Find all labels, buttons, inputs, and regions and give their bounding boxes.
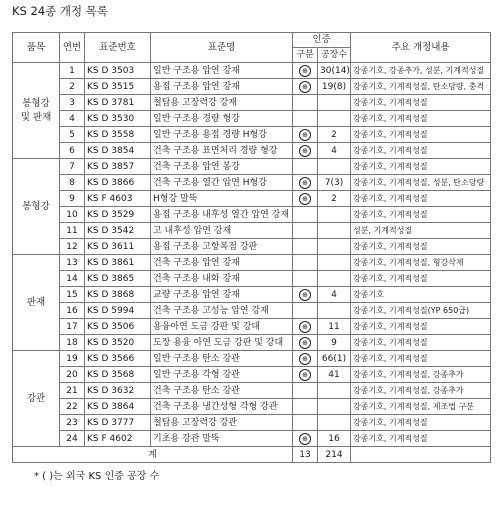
- table-row: [13, 351, 491, 367]
- std-name: 철탑용 고장력강 강재: [151, 95, 293, 111]
- table-row: [13, 239, 491, 255]
- row-no: 16: [60, 303, 85, 319]
- std-number: KS D 3529: [85, 207, 151, 223]
- revision-notes: 강종기호, 기계적성질: [351, 111, 491, 127]
- std-name: 일반 구조용 경량 형강: [151, 111, 293, 127]
- cert-type-cell: [293, 111, 318, 127]
- row-no: 24: [60, 431, 85, 447]
- table-row: [13, 335, 491, 351]
- row-no: 3: [60, 95, 85, 111]
- table-row: [13, 95, 491, 111]
- cert-type-cell: [293, 351, 318, 367]
- std-name: 건축 구조용 탄소 강관: [151, 383, 293, 399]
- row-no: 20: [60, 367, 85, 383]
- table-row: [13, 63, 491, 79]
- cert-type-cell: [293, 367, 318, 383]
- std-name: H형강 말뚝: [151, 191, 293, 207]
- row-no: 1: [60, 63, 85, 79]
- std-number: KS D 5994: [85, 303, 151, 319]
- table-row: [13, 79, 491, 95]
- cert-type-cell: [293, 175, 318, 191]
- cert-count: [318, 95, 351, 111]
- std-name: 건축 구조용 냉간성형 각형 강관: [151, 399, 293, 415]
- revision-notes: 강종기호, 기계적성질, 성분, 탄소당량: [351, 175, 491, 191]
- header-cert: 인증: [293, 33, 351, 48]
- revision-notes: 강종기호, 기계적성질: [351, 351, 491, 367]
- header-cert-type: 구분: [293, 48, 318, 63]
- cert-mark-icon: ⊕: [299, 193, 311, 205]
- cert-type-cell: [293, 207, 318, 223]
- revision-notes: 강종기호, 기계적성질: [351, 95, 491, 111]
- revision-notes: 강종기호, 기계적성질: [351, 271, 491, 287]
- cert-mark-icon: ⊕: [299, 129, 311, 141]
- cert-count: [318, 415, 351, 431]
- row-no: 7: [60, 159, 85, 175]
- cert-count: [318, 255, 351, 271]
- std-number: KS D 3864: [85, 399, 151, 415]
- std-number: KS D 3611: [85, 239, 151, 255]
- cert-mark-icon: ⊕: [299, 433, 311, 445]
- revision-notes: 강종기호, 기계적성질: [351, 207, 491, 223]
- cert-type-cell: [293, 287, 318, 303]
- row-no: 9: [60, 191, 85, 207]
- cert-mark-icon: ⊕: [299, 353, 311, 365]
- std-name: 건축 구조용 표면처리 경량 형강: [151, 143, 293, 159]
- cert-count: [318, 239, 351, 255]
- cert-type-cell: [293, 335, 318, 351]
- cert-type-cell: [293, 239, 318, 255]
- table-row: [13, 415, 491, 431]
- row-no: 14: [60, 271, 85, 287]
- cert-mark-icon: ⊕: [299, 177, 311, 189]
- table-row: [13, 159, 491, 175]
- std-name: 건축 구조용 압연 봉강: [151, 159, 293, 175]
- row-no: 6: [60, 143, 85, 159]
- row-no: 21: [60, 383, 85, 399]
- row-no: 15: [60, 287, 85, 303]
- revision-notes: 강종기호, 기계적성질: [351, 159, 491, 175]
- cert-type-cell: [293, 415, 318, 431]
- std-name: 교량 구조용 압연 강재: [151, 287, 293, 303]
- std-number: KS D 3506: [85, 319, 151, 335]
- table-row: [13, 367, 491, 383]
- table-row: [13, 127, 491, 143]
- cert-type-cell: [293, 255, 318, 271]
- std-name: 철탑용 고장력강 강관: [151, 415, 293, 431]
- std-number: KS F 4602: [85, 431, 151, 447]
- std-number: KS F 4603: [85, 191, 151, 207]
- revision-notes: 강종기호, 기계적성질, 강종추가: [351, 383, 491, 399]
- row-no: 10: [60, 207, 85, 223]
- table-row: [13, 175, 491, 191]
- total-label: 계: [13, 447, 293, 463]
- revision-notes: 강종기호, 기계적성질, 제조법 구분: [351, 399, 491, 415]
- cert-count: 11: [318, 319, 351, 335]
- revision-table: [12, 32, 491, 463]
- cert-count: 66(1): [318, 351, 351, 367]
- revision-notes: 성분, 기계적성질: [351, 223, 491, 239]
- cert-type-cell: [293, 191, 318, 207]
- row-no: 4: [60, 111, 85, 127]
- header-row: [13, 33, 491, 48]
- cert-mark-icon: ⊕: [299, 145, 311, 157]
- table-row: [13, 303, 491, 319]
- std-name: 용접 구조용 압연 강재: [151, 79, 293, 95]
- revision-notes: 강종기호, 기계적성질: [351, 431, 491, 447]
- row-no: 17: [60, 319, 85, 335]
- std-number: KS D 3865: [85, 271, 151, 287]
- std-number: KS D 3868: [85, 287, 151, 303]
- cert-mark-icon: ⊕: [299, 321, 311, 333]
- std-name: 일반 구조용 용접 경량 H형강: [151, 127, 293, 143]
- std-number: KS D 3520: [85, 335, 151, 351]
- row-no: 8: [60, 175, 85, 191]
- std-name: 용접 구조용 고항복점 강판: [151, 239, 293, 255]
- std-name: 일반 구조용 압연 강재: [151, 63, 293, 79]
- cert-mark-icon: ⊕: [299, 369, 311, 381]
- cert-count: 4: [318, 143, 351, 159]
- table-row: [13, 287, 491, 303]
- cert-type-cell: [293, 383, 318, 399]
- total-notes: [351, 447, 491, 463]
- std-name: 건축 구조용 고성능 압연 강재: [151, 303, 293, 319]
- std-name: 건축 구조용 내화 강재: [151, 271, 293, 287]
- footnote: * ( )는 외국 KS 인증 공장 수: [34, 471, 160, 482]
- header-notes: 주요 개정내용: [351, 33, 491, 63]
- revision-notes: 강종기호, 기계적성질, 형강삭제: [351, 255, 491, 271]
- table-row: [13, 143, 491, 159]
- cert-mark-icon: ⊕: [299, 65, 311, 77]
- cert-mark-icon: ⊕: [299, 289, 311, 301]
- std-number: KS D 3854: [85, 143, 151, 159]
- std-name: 일반 구조용 탄소 강관: [151, 351, 293, 367]
- std-name: 도장 용융 아연 도금 강판 및 강대: [151, 335, 293, 351]
- row-no: 11: [60, 223, 85, 239]
- cert-type-cell: [293, 127, 318, 143]
- table-row: [13, 399, 491, 415]
- cert-type-cell: [293, 63, 318, 79]
- std-name: 건축 구조용 열간 압연 H형강: [151, 175, 293, 191]
- row-no: 18: [60, 335, 85, 351]
- header-std-no: 표준번호: [85, 33, 151, 63]
- cert-count: 19(8): [318, 79, 351, 95]
- cert-type-cell: [293, 303, 318, 319]
- cert-type-cell: [293, 399, 318, 415]
- std-number: KS D 3866: [85, 175, 151, 191]
- std-name: 건축 구조용 압연 강재: [151, 255, 293, 271]
- std-number: KS D 3566: [85, 351, 151, 367]
- std-number: KS D 3568: [85, 367, 151, 383]
- std-number: KS D 3632: [85, 383, 151, 399]
- cert-type-cell: [293, 431, 318, 447]
- cert-mark-icon: ⊕: [299, 337, 311, 349]
- cert-type-cell: [293, 271, 318, 287]
- row-no: 22: [60, 399, 85, 415]
- header-no: 연번: [60, 33, 85, 63]
- std-name: 일반 구조용 각형 강관: [151, 367, 293, 383]
- group-label: 판재: [13, 255, 60, 351]
- cert-count: 16: [318, 431, 351, 447]
- header-cert-count: 공장수: [318, 48, 351, 63]
- table-row: [13, 383, 491, 399]
- header-item: 품목: [13, 33, 60, 63]
- revision-notes: 강종기호, 기계적성질: [351, 415, 491, 431]
- std-name: 용접 구조용 내후성 열간 압연 강재: [151, 207, 293, 223]
- cert-type-cell: [293, 159, 318, 175]
- table-row: [13, 255, 491, 271]
- cert-count: 30(14): [318, 63, 351, 79]
- cert-count: 7(3): [318, 175, 351, 191]
- row-no: 12: [60, 239, 85, 255]
- table-row: [13, 207, 491, 223]
- cert-count: 4: [318, 287, 351, 303]
- row-no: 2: [60, 79, 85, 95]
- row-no: 5: [60, 127, 85, 143]
- revision-notes: 강종기호, 기계적성질: [351, 127, 491, 143]
- revision-notes: 강종기호, 기계적성질: [351, 239, 491, 255]
- group-label: 봉형강 및 판재: [13, 63, 60, 159]
- std-number: KS D 3530: [85, 111, 151, 127]
- revision-notes: 강종기호, 기계적성질: [351, 335, 491, 351]
- row-no: 13: [60, 255, 85, 271]
- revision-notes: 강종기호: [351, 287, 491, 303]
- cert-count: [318, 223, 351, 239]
- cert-count: 2: [318, 191, 351, 207]
- revision-notes: 강종기호, 강종추가, 성분, 기계적성질: [351, 63, 491, 79]
- revision-notes: 강종기호, 기계적성질: [351, 319, 491, 335]
- std-number: KS D 3515: [85, 79, 151, 95]
- cert-count: [318, 383, 351, 399]
- cert-count: [318, 111, 351, 127]
- cert-type-cell: [293, 319, 318, 335]
- std-name: 고 내후성 압연 강재: [151, 223, 293, 239]
- table-body: [13, 63, 491, 463]
- total-cert-type: 13: [293, 447, 318, 463]
- cert-type-cell: [293, 79, 318, 95]
- cert-count: [318, 303, 351, 319]
- cert-count: [318, 399, 351, 415]
- cert-type-cell: [293, 143, 318, 159]
- std-number: KS D 3558: [85, 127, 151, 143]
- std-number: KS D 3861: [85, 255, 151, 271]
- row-no: 23: [60, 415, 85, 431]
- table-row: [13, 223, 491, 239]
- table-row: [13, 191, 491, 207]
- revision-notes: 강종기호, 기계적성질(YP 650급): [351, 303, 491, 319]
- cert-type-cell: [293, 95, 318, 111]
- std-number: KS D 3781: [85, 95, 151, 111]
- revision-notes: 강종기호, 기계적성질, 강종추가: [351, 367, 491, 383]
- header-std-name: 표준명: [151, 33, 293, 63]
- row-no: 19: [60, 351, 85, 367]
- std-number: KS D 3777: [85, 415, 151, 431]
- total-row: [13, 447, 491, 463]
- cert-count: [318, 207, 351, 223]
- cert-count: 9: [318, 335, 351, 351]
- group-label: 강관: [13, 351, 60, 447]
- table-row: [13, 271, 491, 287]
- table-row: [13, 111, 491, 127]
- cert-mark-icon: ⊕: [299, 81, 311, 93]
- std-number: KS D 3503: [85, 63, 151, 79]
- std-name: 용융아연 도금 강판 및 강대: [151, 319, 293, 335]
- table-row: [13, 319, 491, 335]
- std-number: KS D 3542: [85, 223, 151, 239]
- std-name: 기초용 강관 말뚝: [151, 431, 293, 447]
- revision-notes: 강종기호, 기계적성질, 탄소당량, 충격: [351, 79, 491, 95]
- cert-count: [318, 271, 351, 287]
- revision-notes: 강종기호, 기계적성질: [351, 143, 491, 159]
- table-row: [13, 431, 491, 447]
- cert-count: 41: [318, 367, 351, 383]
- cert-count: [318, 159, 351, 175]
- cert-count: 2: [318, 127, 351, 143]
- total-cert-count: 214: [318, 447, 351, 463]
- cert-type-cell: [293, 223, 318, 239]
- page-title: KS 24종 개정 목록: [12, 4, 108, 18]
- std-number: KS D 3857: [85, 159, 151, 175]
- revision-notes: 강종기호, 기계적성질: [351, 191, 491, 207]
- group-label: 봉형강: [13, 159, 60, 255]
